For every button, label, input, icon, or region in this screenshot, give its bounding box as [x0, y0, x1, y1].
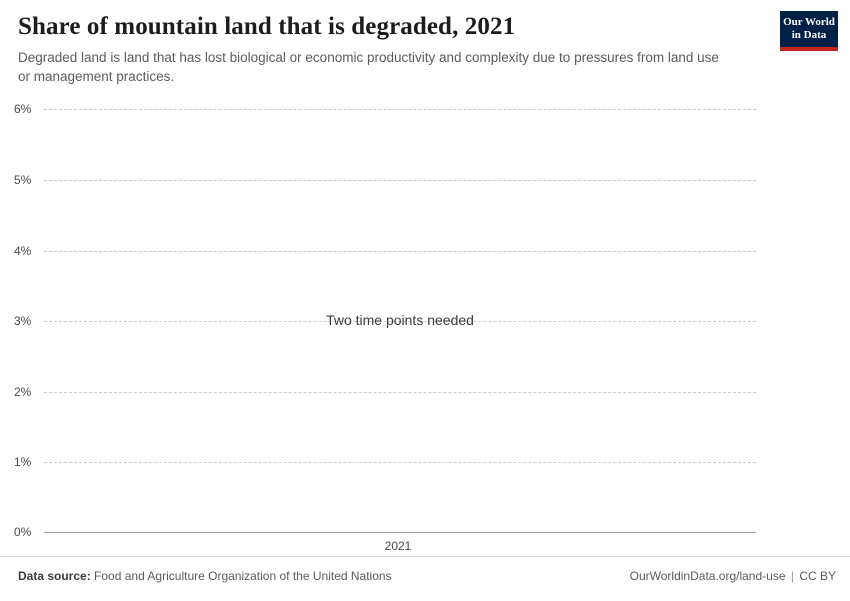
license-link[interactable]: CC BY	[799, 569, 836, 583]
y-tick-label-4: 4%	[14, 244, 32, 258]
gridline-5	[44, 180, 756, 182]
data-source	[18, 569, 392, 583]
y-tick-label-2: 2%	[14, 385, 32, 399]
y-tick-label-3: 3%	[14, 314, 32, 328]
data-source-value: Food and Agriculture Organization of the United Nations	[94, 569, 392, 583]
y-tick-label-0: 0%	[14, 525, 32, 539]
footer-separator: |	[790, 569, 794, 583]
gridline-1	[44, 462, 756, 464]
y-tick-label-1: 1%	[14, 455, 32, 469]
page-title: Share of mountain land that is degraded, 2021	[18, 13, 516, 40]
chart-footer	[0, 556, 850, 601]
our-world-in-data-logo[interactable]	[780, 11, 838, 51]
axis-baseline	[44, 532, 756, 534]
y-tick-label-6: 6%	[14, 102, 32, 116]
gridline-4	[44, 251, 756, 253]
logo-line-2: in Data	[791, 28, 827, 41]
gridline-2	[44, 392, 756, 394]
no-data-message: Two time points needed	[326, 312, 474, 328]
site-url-link[interactable]: OurWorldinData.org/land-use	[629, 569, 786, 583]
chart-subtitle: Degraded land is land that has lost biological or economic productivity and complexity due to pressures from land use or management practices.	[18, 50, 719, 84]
chart-header	[18, 12, 758, 86]
gridline-6	[44, 109, 756, 111]
y-tick-label-5: 5%	[14, 173, 32, 187]
data-source-label: Data source:	[18, 569, 91, 583]
logo-line-1: Our World	[783, 16, 835, 28]
x-tick-label-2021: 2021	[384, 539, 412, 553]
plot-area	[0, 95, 850, 553]
footer-links	[630, 569, 836, 583]
